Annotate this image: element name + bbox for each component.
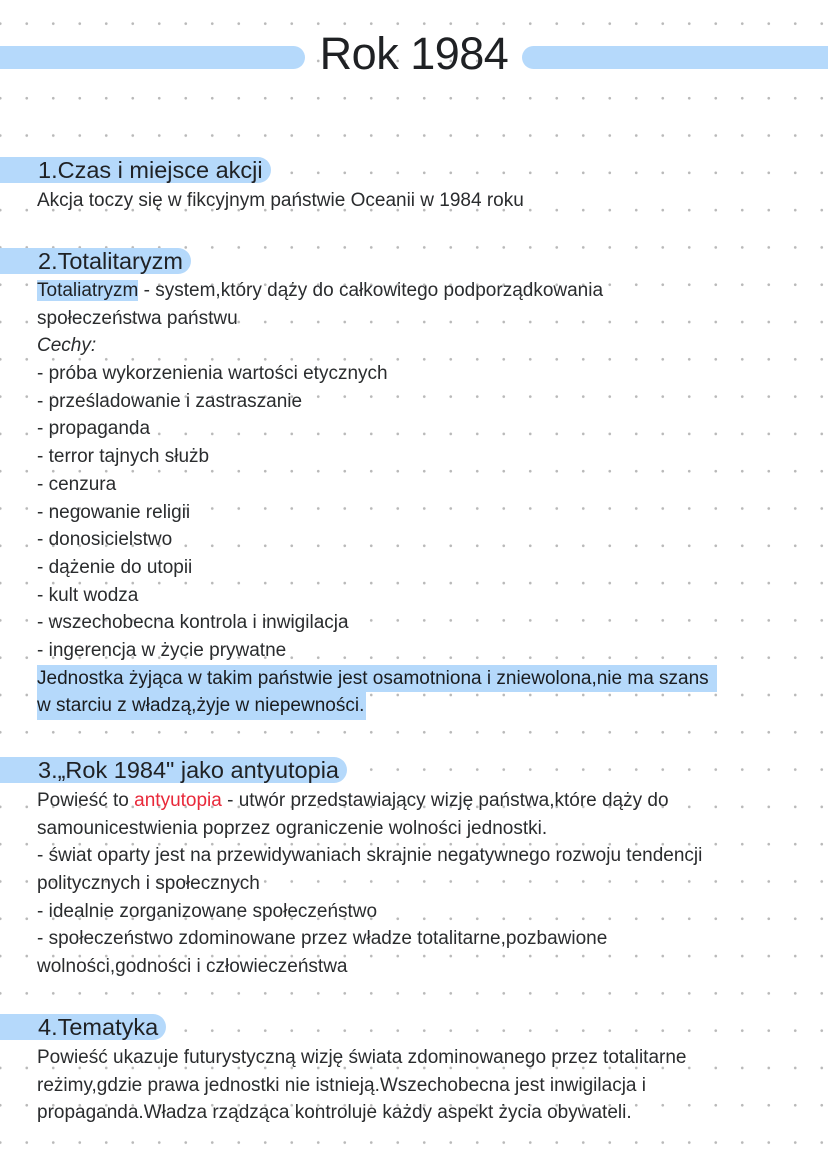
intro-line-2: samounicestwienia poprzez ograniczenie wolności jednostki. bbox=[37, 817, 548, 839]
section-heading-4: 4.Tematyka bbox=[0, 1014, 166, 1040]
section-2-body bbox=[37, 277, 717, 720]
point-line: politycznych i społecznych bbox=[37, 873, 260, 895]
definition-text: - system,który dąży do całkowitego podporządkowania bbox=[138, 280, 604, 301]
feature-item: - ingerencja w życie prywatne bbox=[37, 639, 287, 661]
features-label: Cechy: bbox=[37, 335, 97, 357]
definition-line-2: społeczeństwa państwu bbox=[37, 307, 238, 329]
feature-item: - próba wykorzenienia wartości etycznych bbox=[37, 363, 388, 385]
conclusion-highlight-1: Jednostka żyjąca w takim państwie jest osamotniona i zniewolona,nie ma szans bbox=[37, 665, 717, 693]
section-1-text: Akcja toczy się w fikcyjnym państwie Oceanii w 1984 roku bbox=[37, 190, 524, 211]
point-line: - idealnie zorganizowane społeczeństwo bbox=[37, 900, 378, 922]
point-line: - społeczeństwo zdominowane przez władze totalitarne,pozbawione bbox=[37, 928, 608, 950]
antiutopia-term: antyutopia bbox=[134, 790, 222, 811]
antiutopia-definition bbox=[37, 787, 702, 815]
section-4-body bbox=[37, 1044, 686, 1127]
feature-item: - cenzura bbox=[37, 473, 117, 495]
feature-item: - kult wodza bbox=[37, 584, 139, 606]
section-heading-2: 2.Totalitaryzm bbox=[0, 248, 191, 274]
feature-item: - terror tajnych służb bbox=[37, 446, 210, 468]
intro-prefix: Powieść to bbox=[37, 790, 135, 811]
feature-item: - prześladowanie i zastraszanie bbox=[37, 390, 303, 412]
feature-item: - donosicielstwo bbox=[37, 529, 173, 551]
feature-item: - negowanie religii bbox=[37, 501, 191, 523]
page-title: Rok 1984 bbox=[319, 28, 509, 79]
feature-item: - propaganda bbox=[37, 418, 151, 440]
section-1-body bbox=[37, 187, 524, 215]
theme-line: reżimy,gdzie prawa jednostki nie istnieją.Wszechobecna jest inwigilacja i bbox=[37, 1074, 646, 1096]
definition-line bbox=[37, 277, 717, 305]
section-3-body bbox=[37, 787, 702, 981]
theme-line: propaganda.Władza rządząca kontroluje każdy aspekt życia obywateli. bbox=[37, 1102, 632, 1124]
point-line: - świat oparty jest na przewidywaniach skrajnie negatywnego rozwoju tendencji bbox=[37, 845, 703, 867]
intro-rest: - utwór przedstawiający wizję państwa,które dąży do bbox=[221, 790, 669, 811]
conclusion-highlight-2: w starciu z władzą,żyje w niepewności. bbox=[37, 692, 366, 720]
section-heading-3: 3.„Rok 1984" jako antyutopia bbox=[0, 757, 347, 783]
feature-item: - wszechobecna kontrola i inwigilacja bbox=[37, 612, 349, 634]
conclusion-line-1 bbox=[37, 665, 717, 693]
theme-line: Powieść ukazuje futurystyczną wizję świata zdominowanego przez totalitarne bbox=[37, 1047, 687, 1068]
conclusion-line-2 bbox=[37, 692, 717, 720]
definition-term: Totaliatryzm bbox=[37, 280, 139, 301]
feature-item: - dążenie do utopii bbox=[37, 556, 193, 578]
point-line: wolności,godności i człowieczeństwa bbox=[37, 956, 348, 978]
section-heading-1: 1.Czas i miejsce akcji bbox=[0, 157, 271, 183]
